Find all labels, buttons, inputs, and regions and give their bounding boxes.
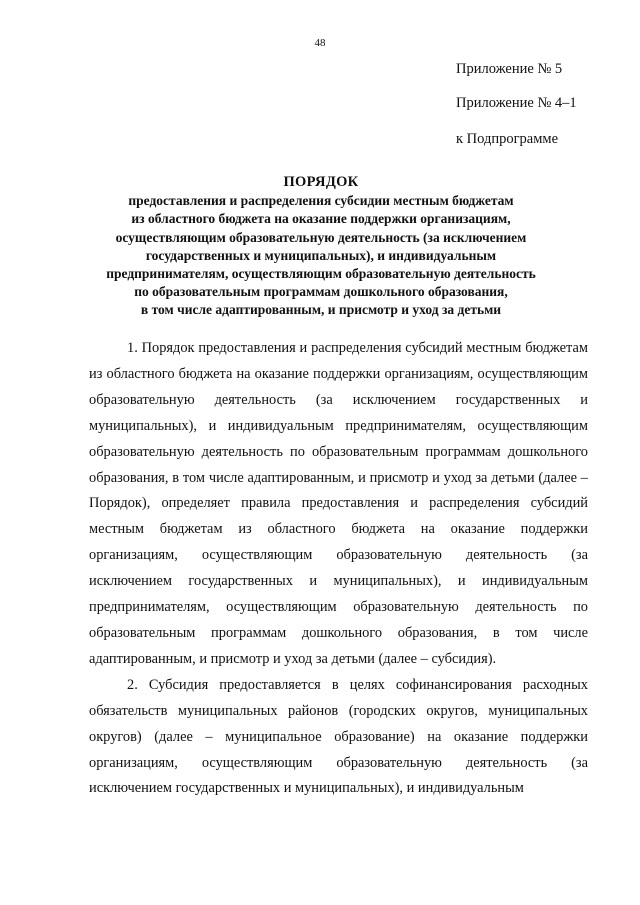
title-line: предоставления и распределения субсидии местным бюджетам <box>128 193 514 209</box>
document-title <box>84 173 558 320</box>
appendix-line-1: Приложение № 5 <box>456 61 563 77</box>
title-line: государственных и муниципальных), и индивидуальным <box>145 247 497 263</box>
title-line: по образовательным программам дошкольного образования, <box>134 284 508 300</box>
title-line: предпринимателям, осуществляющим образовательную деятельность <box>106 266 536 282</box>
title-line: осуществляющим образовательную деятельность (за исключением <box>115 229 527 245</box>
title-line: в том числе адаптированным, и присмотр и уход за детьми <box>140 302 502 318</box>
paragraph-2: 2. Субсидия предоставляется в целях софинансирования расходных обязательств муниципальных районов (городских округов, муниципальных округов) (далее – муниципальное образование) на оказание поддержки организациям, осуществляющим образовательную деятельность (за исключением государственных и муниципальных), и индивидуальным <box>89 676 588 797</box>
appendix-line-2: Приложение № 4–1 <box>456 95 577 111</box>
page-number: 48 <box>314 37 326 49</box>
paragraph-1: 1. Порядок предоставления и распределения субсидий местным бюджетам из областного бюджета на оказание поддержки организациям, осуществляющим образовательную деятельность (за исключением государственных и муниципальных), и индивидуальным предпринимателям, осуществляющим образовательную деятельность по образовательным программам дошкольного образования, в том числе адаптированным, и присмотр и уход за детьми (далее – Порядок), определяет правила предоставления и распределения субсидий местным бюджетам из областного бюджета на оказание поддержки организациям, осуществляющим образовательную деятельность (за исключением государственных и муниципальных), и индивидуальным предпринимателям, осуществляющим образовательную деятельность по образовательным программам дошкольного образования, в том числе адаптированным, и присмотр и уход за детьми (далее – субсидия). <box>89 340 588 667</box>
appendix-line-3: к Подпрограмме <box>456 131 559 147</box>
title-heading: ПОРЯДОК <box>283 174 359 190</box>
title-line: из областного бюджета на оказание поддержки организациям, <box>131 211 511 227</box>
document-body <box>89 336 588 802</box>
